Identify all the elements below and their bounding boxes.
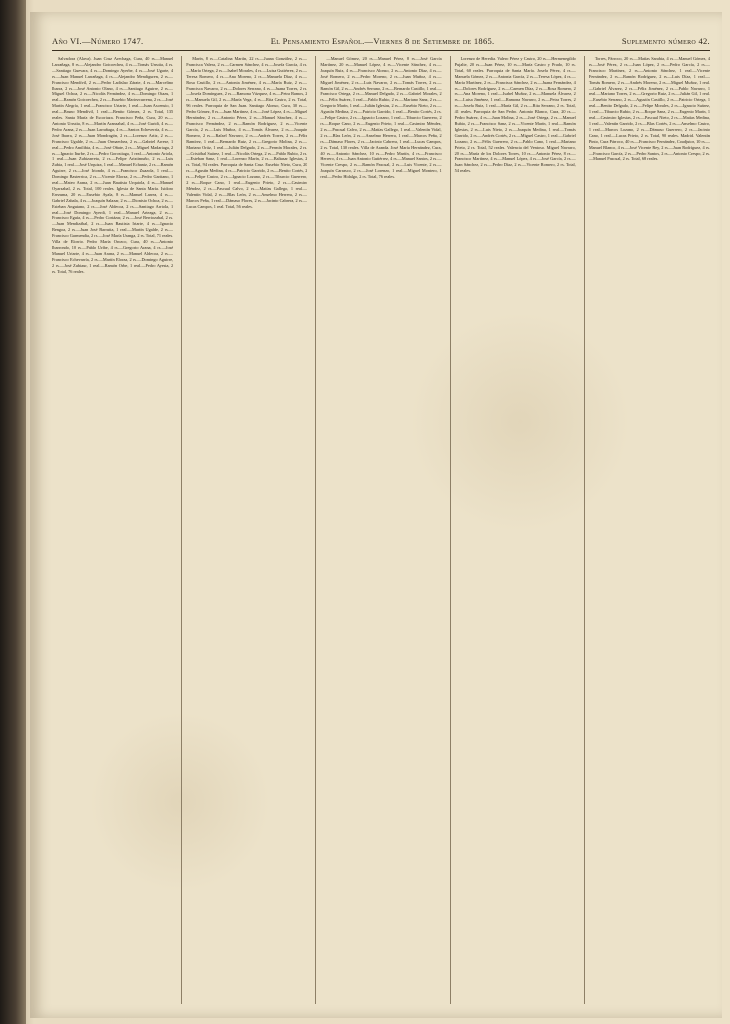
header-rule — [52, 50, 710, 51]
issue-number: Año VI.—Número 1747. — [52, 36, 144, 46]
masthead-date: El Pensamiento Español.—Viernes 8 de Setiembre de 1865. — [270, 36, 495, 46]
column-3 — [315, 56, 441, 1004]
book-gutter — [0, 0, 26, 1024]
newspaper-page — [30, 12, 722, 1018]
supplement-number: Suplemento número 42. — [621, 36, 710, 46]
page-header — [52, 32, 710, 46]
text-columns — [52, 56, 710, 1004]
column-1 — [52, 56, 173, 1004]
column-text: Lorenzo de Heredia. Valero Pérez y Castro, 20 rs.—Hermenegildo Pujalte, 20 rs.—Juan Pérez, 10 rs.—María Castro y Prado, 10 rs. Total, 60 reales. Parroquia de Santa María. Josefa Pérez, 4 rs.—Manuela Gómez, 2 rs.—Antonia García, 2 rs.—Teresa López, 4 rs.—María Martínez, 2 rs.—Francisca Sánchez, 2 rs.—Juana Fernández, 4 rs.—Dolores Rodríguez, 2 rs.—Carmen Díaz, 2 rs.—Rosa Romero, 2 rs.—Ana Moreno, 1 real.—Isabel Muñoz, 2 rs.—Manuela Álvarez, 2 rs.—Luisa Jiménez, 1 real.—Ramona Navarro, 2 rs.—Petra Torres, 2 rs.—Josefa Ruiz, 1 real.—María Gil, 2 rs.—Rita Serrano, 2 rs. Total, 41 reales. Parroquia de San Pedro. Antonio Blanco, Cura, 20 rs.—Pedro Suárez, 4 rs.—Juan Molina, 2 rs.—José Ortega, 2 rs.—Manuel Rubio, 2 rs.—Francisco Sanz, 2 rs.—Vicente Marín, 1 real.—Ramón Iglesias, 2 rs.—Luis Nieto, 2 rs.—Joaquín Medina, 1 real.—Tomás Garrido, 2 rs.—Andrés Cortés, 2 rs.—Miguel Castro, 1 real.—Gabriel Lozano, 2 rs.—Félix Guerrero, 2 rs.—Pablo Cano, 1 real.—Mariano Prieto, 2 rs. Total, 52 reales. Valencia del Ventoso. Miguel Navarro, 20 rs.—María de los Dolores Torres, 10 rs.—Antonio Pérez, 8 rs.—Francisco Martínez, 4 rs.—Manuel López, 4 rs.—José García, 2 rs.—Juan Sánchez, 2 rs.—Pedro Díaz, 2 rs.—Vicente Romero, 2 rs. Total, 54 reales. — [454, 56, 576, 174]
column-2 — [181, 56, 307, 1004]
column-4 — [450, 56, 576, 1004]
column-text: —Manuel Gómez, 20 rs.—Manuel Pérez, 8 rs.—José García Martínez, 20 rs.—Manuel López, 4 rs.—Vicente Sánchez, 4 rs.—Joaquín Ruiz, 4 rs.—Francisco Alonso, 2 rs.—Antonio Díaz, 4 rs.—José Romero, 2 rs.—Pedro Moreno, 2 rs.—Juan Muñoz, 4 rs.—Miguel Jiménez, 2 rs.—Luis Navarro, 2 rs.—Tomás Torres, 2 rs.—Ramón Gil, 2 rs.—Andrés Serrano, 2 rs.—Bernardo Castillo, 1 real.—Francisco Ortega, 2 rs.—Manuel Delgado, 2 rs.—Gabriel Morales, 2 rs.—Félix Suárez, 1 real.—Pablo Rubio, 2 rs.—Mariano Sanz, 2 rs.—Gregorio Marín, 1 real.—Julián Iglesias, 2 rs.—Eusebio Nieto, 2 rs.—Agustín Medina, 2 rs.—Patricio Garrido, 1 real.—Benito Cortés, 2 rs.—Felipe Castro, 2 rs.—Ignacio Lozano, 1 real.—Tiburcio Guerrero, 2 rs.—Roque Cano, 2 rs.—Eugenio Prieto, 1 real.—Casimiro Méndez, 2 rs.—Pascual Calvo, 2 rs.—Matías Gallego, 1 real.—Valentín Vidal, 2 rs.—Blas León, 2 rs.—Anselmo Herrera, 1 real.—Marcos Peña, 2 rs.—Dámaso Flores, 2 rs.—Jacinto Cabrera, 1 real.—Lucas Campos, 2 rs. Total, 130 reales. Villa de Aranda. José María Hernández, Cura, 40 rs.—Antonio Sánchez, 10 rs.—Pedro Martín, 4 rs.—Francisco Herrero, 4 rs.—Juan Antonio Gutiérrez, 4 rs.—Manuel Santos, 2 rs.—Vicente Crespo, 2 rs.—Ramón Pascual, 2 rs.—Luis Vicente, 2 rs.—Joaquín Carrasco, 2 rs.—José Lorenzo, 1 real.—Miguel Montero, 1 real.—Pedro Hidalgo, 2 rs. Total, 76 reales. — [320, 56, 442, 180]
column-text: Marín, 8 rs.—Catalina Martín, 22 rs.—Juana González, 2 rs.—Francisca Valera, 2 rs.—Carmen Sánchez, 4 rs.—Josefa García, 4 rs.—María Ortega, 2 rs.—Isabel Morales, 4 rs.—Luisa Gutiérrez, 2 rs.—Teresa Romero, 4 rs.—Ana Moreno, 2 rs.—Manuela Díaz, 4 rs.—Rosa Castillo, 2 rs.—Antonia Jiménez, 4 rs.—María Ruiz, 2 rs.—Francisca Navarro, 2 rs.—Dolores Serrano, 4 rs.—Juana Torres, 2 rs.—Josefa Domínguez, 2 rs.—Ramona Vázquez, 4 rs.—Petra Ramos, 2 rs.—Manuela Gil, 2 rs.—María Vega, 4 rs.—Rita Castro, 2 rs. Total, 96 reales. Parroquia de San Juan. Santiago Alonso, Cura, 30 rs.—Pedro Gómez, 8 rs.—Juan Martínez, 4 rs.—José López, 4 rs.—Miguel Hernández, 2 rs.—Antonio Pérez, 2 rs.—Manuel Sánchez, 4 rs.—Francisco Fernández, 2 rs.—Ramón Rodríguez, 2 rs.—Vicente García, 2 rs.—Luis Muñoz, 4 rs.—Tomás Álvarez, 2 rs.—Joaquín Romero, 2 rs.—Rafael Navarro, 2 rs.—Andrés Torres, 2 rs.—Félix Ramírez, 1 real.—Bernardo Ruiz, 2 rs.—Gregorio Molina, 2 rs.—Mariano Ortiz, 1 real.—Julián Delgado, 2 rs.—Fermín Morales, 2 rs.—Cristóbal Suárez, 1 real.—Nicolás Ortega, 2 rs.—Pablo Rubio, 2 rs.—Esteban Sanz, 1 real.—Lorenzo Marín, 2 rs.—Baltasar Iglesias, 2 rs. Total, 94 reales. Parroquia de Santa Cruz. Eusebio Nieto, Cura, 20 rs.—Agustín Medina, 4 rs.—Patricio Garrido, 2 rs.—Benito Cortés, 2 rs.—Felipe Castro, 2 rs.—Ignacio Lozano, 2 rs.—Tiburcio Guerrero, 2 rs.—Roque Cano, 1 real.—Eugenio Prieto, 2 rs.—Casimiro Méndez, 2 rs.—Pascual Calvo, 2 rs.—Matías Gallego, 1 real.—Valentín Vidal, 2 rs.—Blas León, 2 rs.—Anselmo Herrera, 2 rs.—Marcos Peña, 1 real.—Dámaso Flores, 2 rs.—Jacinto Cabrera, 2 rs.—Lucas Campos, 1 real. Total, 56 reales. — [186, 56, 308, 209]
column-text: Salvadora (Alava). Juan Cruz Arechaga, Cura, 40 rs.—Manuel Larrañaga, 8 rs.—Alejandro Goicoechea, 4 rs.—Tomás Urrutia, 4 rs.—Santiago Guevara, 4 rs.—Domingo Ayerbe, 4 rs.—José Ugarte, 4 rs.—Juan Manuel Larrañaga, 4 rs.—Alejandro Mendiguren, 2 rs.—Francisco Mendívil, 2 rs.—Pedro Ladislao Zárate, 4 rs.—Marcelino Ibarra, 2 rs.—José Antonio Olano, 4 rs.—Santiago Aguirre, 2 rs.—Miguel Ochoa, 2 rs.—Nicolás Fernández, 4 rs.—Domingo Otazu, 1 real.—Ramón Goicoechea, 2 rs.—Eusebio Mariezcurrena, 2 rs.—José Martín Alegría, 1 real.—Francisco Uriarte, 1 real.—Juan Ascensio, 1 real.—Bruno Mendívil, 1 real.—Benito Gómez, 2 rs. Total, 135 reales. Santa María de Escoriaza. Francisco Peña, Cura, 20 rs.—Antonio Urrutia, 8 rs.—Martín Aranzabal, 4 rs.—José Guridi, 4 rs.—Pedro Arana, 2 rs.—Juan Larrañaga, 4 rs.—Santos Echeverría, 4 rs.—José Ibarra, 2 rs.—Juan Mondragón, 2 rs.—Lorenzo Artiz, 2 rs.—Francisco Ugalde, 2 rs.—Juan Ormaechea, 2 rs.—Gabriel Arrese, 1 real.—Pedro Amilibia, 4 rs.—José Oñate, 2 rs.—Miguel Madariaga, 2 rs.—Ignacio Iturbe, 2 rs.—Pedro Gorostiaga, 1 real.—Antonio Artola, 1 real.—Juan Zubizarreta, 2 rs.—Felipe Ariztimuño, 2 rs.—Luis Zubia, 1 real.—José Urquiza, 1 real.—Manuel Echaniz, 2 rs.—Ramón Aguirre, 2 rs.—José Iriondo, 4 rs.—Francisco Zuazola, 1 real.—Domingo Basterrica, 2 rs.—Vicente Elorza, 2 rs.—Pedro Garitano, 1 real.—Mateo Arana, 2 rs.—Juan Bautista Urquiola, 4 rs.—Manuel Oyarzabal, 2 rs. Total, 100 reales. Iglesia de Santa María. Isidoro Erezuma, 20 rs.—Eusebio Ayala, 8 rs.—Manuel Larrea, 4 rs.—Gabriel Zabala, 4 rs.—Joaquín Salazar, 2 rs.—Dionisio Ochoa, 2 rs.—Esteban Anguiano, 2 rs.—José Aldecoa, 2 rs.—Santiago Arriola, 1 real.—José Domingo Ayerdi, 1 real.—Manuel Arteaga, 2 rs.—Francisco Eguía, 4 rs.—Pedro Cortázar, 2 rs.—José Berriozabal, 2 rs.—Juan Mendizábal, 2 rs.—Juan Bautista Iriarte, 4 rs.—Ignacio Bengoa, 2 rs.—Juan José Barrutia, 1 real.—Martín Ugalde, 2 rs.—Francisco Garmendia, 2 rs.—José María Uranga, 2 rs. Total, 71 reales. Villa de Elorrio. Pedro María Orozco, Cura, 40 rs.—Antonio Ibarrondo, 10 rs.—Pablo Uribe, 4 rs.—Gregorio Arana, 4 rs.—José Manuel Uriarte, 4 rs.—Juan Arana, 2 rs.—Manuel Aldecoa, 2 rs.—Francisco Echevarría, 2 rs.—Martín Elorza, 2 rs.—Domingo Aguirre, 2 rs.—José Zubiaur, 1 real.—Ramón Orbe, 1 real.—Pedro Ayesta, 2 rs. Total, 76 reales. — [52, 56, 174, 274]
column-5 — [584, 56, 710, 1004]
column-text: Torres, Párroco, 20 rs.—Matías Sarabia, 4 rs.—Manuel Gómez, 4 rs.—José Pérez, 2 rs.—Juan López, 2 rs.—Pedro García, 2 rs.—Francisco Martínez, 2 rs.—Antonio Sánchez, 1 real.—Vicente Fernández, 2 rs.—Ramón Rodríguez, 2 rs.—Luis Díaz, 1 real.—Tomás Romero, 2 rs.—Andrés Moreno, 2 rs.—Miguel Muñoz, 1 real.—Gabriel Álvarez, 2 rs.—Félix Jiménez, 2 rs.—Pablo Navarro, 1 real.—Mariano Torres, 2 rs.—Gregorio Ruiz, 2 rs.—Julián Gil, 1 real.—Eusebio Serrano, 2 rs.—Agustín Castillo, 2 rs.—Patricio Ortega, 1 real.—Benito Delgado, 2 rs.—Felipe Morales, 2 rs.—Ignacio Suárez, 1 real.—Tiburcio Rubio, 2 rs.—Roque Sanz, 2 rs.—Eugenio Marín, 1 real.—Casimiro Iglesias, 2 rs.—Pascual Nieto, 2 rs.—Matías Medina, 1 real.—Valentín Garrido, 2 rs.—Blas Cortés, 2 rs.—Anselmo Castro, 1 real.—Marcos Lozano, 2 rs.—Dámaso Guerrero, 2 rs.—Jacinto Cano, 1 real.—Lucas Prieto, 2 rs. Total, 90 reales. Madrid. Valentín Pinto, Cura Párroco, 40 rs.—Francisco Fernández, Coadjutor, 10 rs.—Manuel Blanco, 4 rs.—José Vicente Rey, 2 rs.—Juan Rodríguez, 4 rs.—Francisco García, 2 rs.—Pedro Santos, 2 rs.—Antonio Crespo, 2 rs.—Manuel Pascual, 2 rs. Total, 68 reales. — [588, 56, 711, 162]
